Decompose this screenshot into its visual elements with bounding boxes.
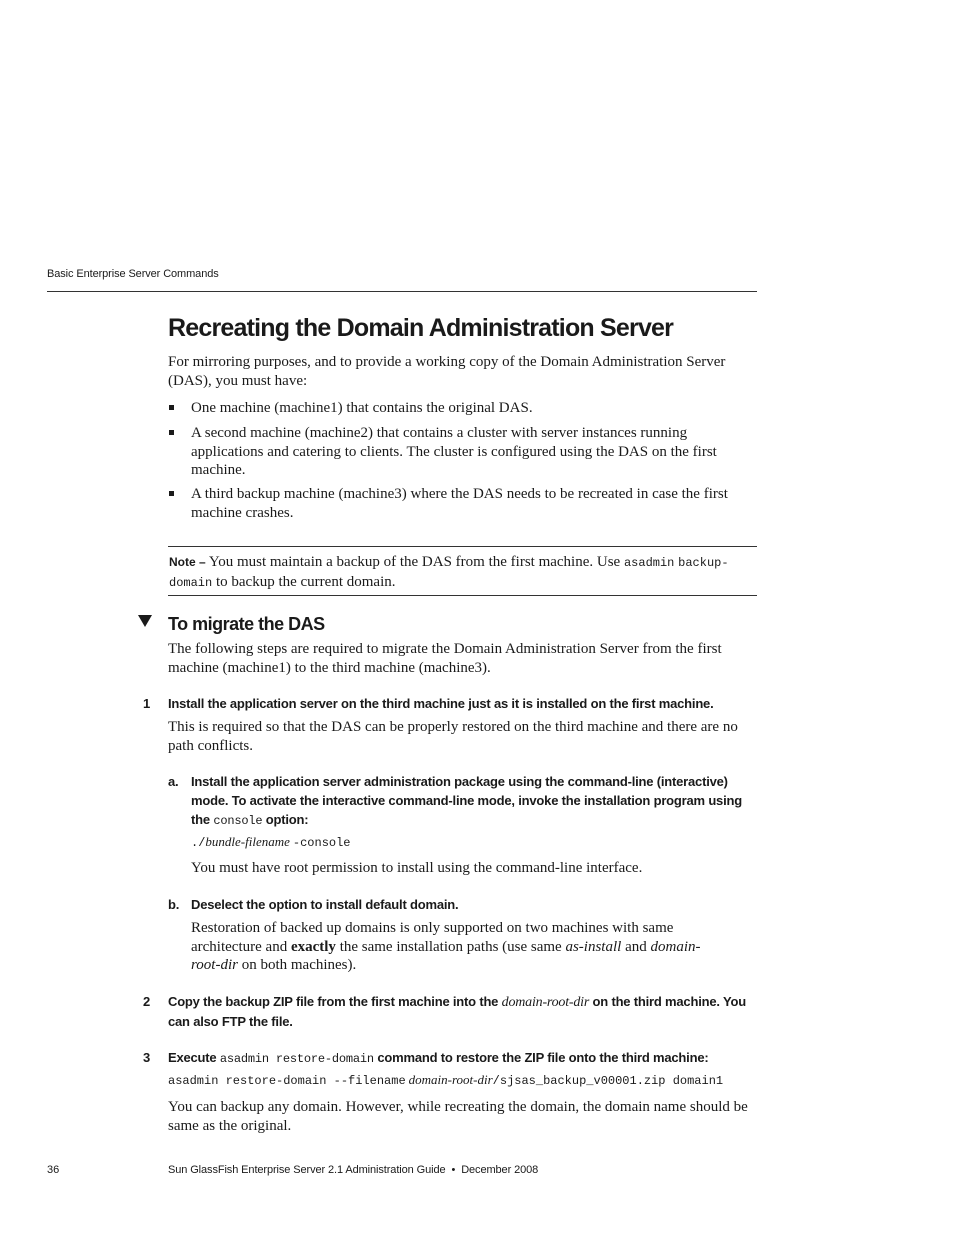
step-heading: Install the application server on the third machine just as it is installed on the first machine.: [168, 696, 714, 711]
footer-separator: •: [451, 1164, 456, 1176]
footer-book-title: Sun GlassFish Enterprise Server 2.1 Administration Guide: [168, 1164, 446, 1176]
code-text: -console: [292, 836, 351, 850]
substep-heading: [191, 772, 761, 831]
body-text: and: [625, 938, 647, 955]
substep-heading-text: Install the application server administration package using the command-line (interactive) mode. To activate the interactive command-line mode, invoke the installation program using the: [191, 774, 742, 827]
procedure-title: To migrate the DAS: [168, 614, 325, 634]
note-label: Note –: [169, 555, 206, 569]
bullet-marker: [169, 430, 174, 435]
bullet-item: A second machine (machine2) that contains a cluster with server instances running applications and catering to clients. The cluster is configured using the DAS on the first machine.: [191, 425, 717, 478]
footer-date: December 2008: [461, 1164, 539, 1176]
step-heading-code: asadmin restore-domain: [219, 1052, 374, 1066]
code-placeholder: bundle-filename: [205, 834, 290, 849]
substep-heading-code: console: [213, 814, 263, 828]
step-heading-text: Copy the backup ZIP file from the first machine into the: [168, 994, 499, 1009]
footer-text: [168, 1164, 538, 1176]
note-top-rule: [168, 546, 757, 547]
section-intro: For mirroring purposes, and to provide a working copy of the Domain Administration Server (DAS), you must have:: [168, 354, 726, 389]
bullet-marker: [169, 405, 174, 410]
step-heading: [168, 992, 760, 1031]
step-number: 3: [143, 1050, 151, 1065]
code-placeholder: domain-root-dir: [408, 1072, 493, 1087]
code-text: asadmin restore-domain --filename: [168, 1074, 406, 1088]
substep-body: [191, 919, 711, 975]
step-body: You can backup any domain. However, while recreating the domain, the domain name should be same as the original.: [168, 1099, 748, 1134]
substep-heading: Deselect the option to install default domain.: [191, 897, 459, 912]
step-number: 1: [143, 696, 151, 711]
code-text: ./: [191, 836, 206, 850]
body-placeholder: as-install: [565, 938, 622, 955]
body-text: the same installation paths (use same: [339, 938, 562, 955]
step-heading-text: Execute: [168, 1050, 217, 1065]
note-code: backup-domain: [169, 556, 729, 590]
step-heading-text: on the third machine. You can also FTP the file.: [168, 994, 746, 1029]
note-text: You must maintain a backup of the DAS from the first machine. Use: [208, 554, 621, 570]
substep-letter: a.: [168, 774, 179, 789]
substep-body: You must have root permission to install using the command-line interface.: [191, 860, 643, 876]
body-text: Restoration of backed up domains is only supported on two machines with same architecture and: [191, 920, 674, 955]
body-emphasis: exactly: [290, 938, 336, 955]
substep-heading-text: option:: [265, 812, 309, 827]
note: [169, 553, 729, 592]
note-bottom-rule: [168, 595, 757, 596]
running-header: Basic Enterprise Server Commands: [47, 268, 219, 280]
substep-letter: b.: [168, 897, 180, 912]
body-placeholder: domain-root-dir: [191, 938, 701, 973]
step-heading-placeholder: domain-root-dir: [501, 995, 590, 1010]
step-body: This is required so that the DAS can be properly restored on the third machine and there are no path conflicts.: [168, 719, 738, 754]
page-number: 36: [47, 1164, 60, 1176]
code-line: [191, 834, 351, 850]
code-text: /sjsas_backup_v00001.zip domain1: [492, 1074, 724, 1088]
section-title: Recreating the Domain Administration Server: [168, 314, 674, 342]
step-number: 2: [143, 994, 151, 1009]
bullet-item: A third backup machine (machine3) where the DAS needs to be recreated in case the first machine crashes.: [191, 486, 728, 521]
triangle-down-icon: [138, 615, 152, 627]
step-heading-text: command to restore the ZIP file onto the third machine:: [377, 1050, 709, 1065]
step-heading: [168, 1048, 768, 1069]
procedure-intro: The following steps are required to migrate the Domain Administration Server from the first machine (machine1) to the third machine (machine3).: [168, 641, 722, 676]
note-text: to backup the current domain.: [215, 573, 396, 590]
bullet-marker: [169, 491, 174, 496]
bullet-item: One machine (machine1) that contains the original DAS.: [191, 400, 533, 416]
header-rule: [47, 291, 757, 292]
note-code: asadmin: [623, 556, 675, 570]
code-line: [168, 1072, 723, 1088]
body-text: on both machines).: [241, 957, 357, 973]
